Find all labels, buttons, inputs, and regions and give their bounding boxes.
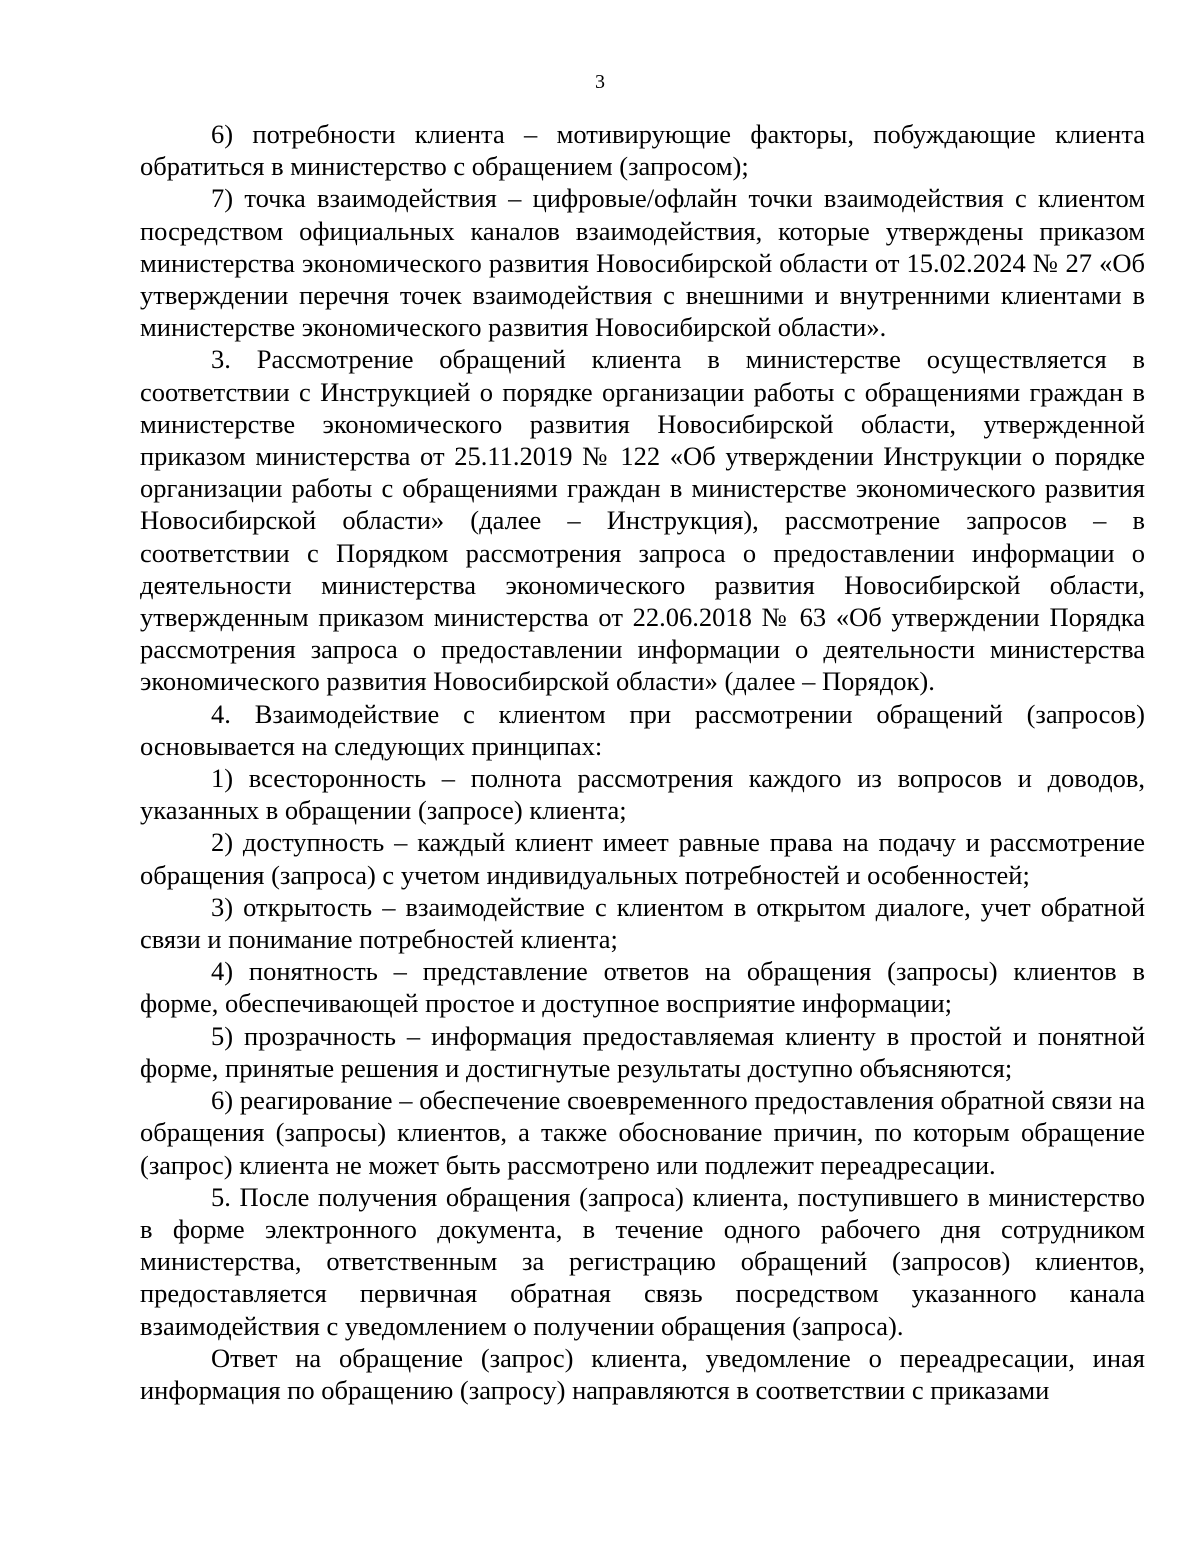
paragraph-principle-transparency: 5) прозрачность – информация предоставляемая клиенту в простой и понятной форме, принятые решения и достигнутые результаты доступно объясняются; <box>140 1020 1145 1083</box>
paragraph-client-needs: 6) потребности клиента – мотивирующие факторы, побуждающие клиента обратиться в министерство с обращением (запросом); <box>140 119 1145 182</box>
paragraph-principle-accessibility: 2) доступность – каждый клиент имеет равные права на подачу и рассмотрение обращения (запроса) с учетом индивидуальных потребностей и особенностей; <box>140 827 1145 890</box>
paragraph-principle-responsiveness: 6) реагирование – обеспечение своевременного предоставления обратной связи на обращения (запросы) клиентов, а также обоснование причин, по которым обращение (запрос) клиента не может быть рассмотрено или подлежит переадресации. <box>140 1085 1145 1180</box>
paragraph-principle-clarity: 4) понятность – представление ответов на обращения (запросы) клиентов в форме, обеспечивающей простое и доступное восприятие информации; <box>140 956 1145 1019</box>
paragraph-principle-openness: 3) открытость – взаимодействие с клиентом в открытом диалоге, учет обратной связи и понимание потребностей клиента; <box>140 891 1145 955</box>
paragraph-item-5-feedback: 5. После получения обращения (запроса) клиента, поступившего в министерство в форме электронного документа, в течение одного рабочего дня сотрудником министерства, ответственным за регистрацию обращений (запросов) клиентов, предоставляется первичная обратная связь посредством указанного канала взаимодействия с уведомлением о получении обращения (запроса). <box>140 1181 1145 1341</box>
page-number: 3 <box>595 71 605 93</box>
paragraph-principle-comprehensiveness: 1) всесторонность – полнота рассмотрения каждого из вопросов и доводов, указанных в обращении (запросе) клиента; <box>140 763 1145 826</box>
paragraph-item-4-principles: 4. Взаимодействие с клиентом при рассмотрении обращений (запросов) основывается на следующих принципах: <box>140 698 1145 761</box>
paragraph-response-continuation: Ответ на обращение (запрос) клиента, уведомление о переадресации, иная информация по обращению (запросу) направляются в соответствии с приказами <box>140 1342 1145 1405</box>
paragraph-item-3-consideration: 3. Рассмотрение обращений клиента в министерстве осуществляется в соответствии с Инструкцией о порядке организации работы с обращениями граждан в министерстве экономического развития Новосибирской области, утвержденной приказом министерства от 25.11.2019 № 122 «Об утверждении Инструкции о порядке организации работы с обращениями граждан в министерстве экономического развития Новосибирской области» (далее – Инструкция), рассмотрение запросов – в соответствии с Порядком рассмотрения запроса о предоставлении информации о деятельности министерства экономического развития Новосибирской области, утвержденным приказом министерства от 22.06.2018 № 63 «Об утверждении Порядка рассмотрения запроса о предоставлении информации о деятельности министерства экономического развития Новосибирской области» (далее – Порядок). <box>140 344 1145 697</box>
document-body <box>140 118 1145 1406</box>
paragraph-interaction-point: 7) точка взаимодействия – цифровые/офлайн точки взаимодействия с клиентом посредством официальных каналов взаимодействия, которые утверждены приказом министерства экономического развития Новосибирской области от 15.02.2024 № 27 «Об утверждении перечня точек взаимодействия с внешними и внутренними клиентами в министерстве экономического развития Новосибирской области». <box>140 183 1145 343</box>
